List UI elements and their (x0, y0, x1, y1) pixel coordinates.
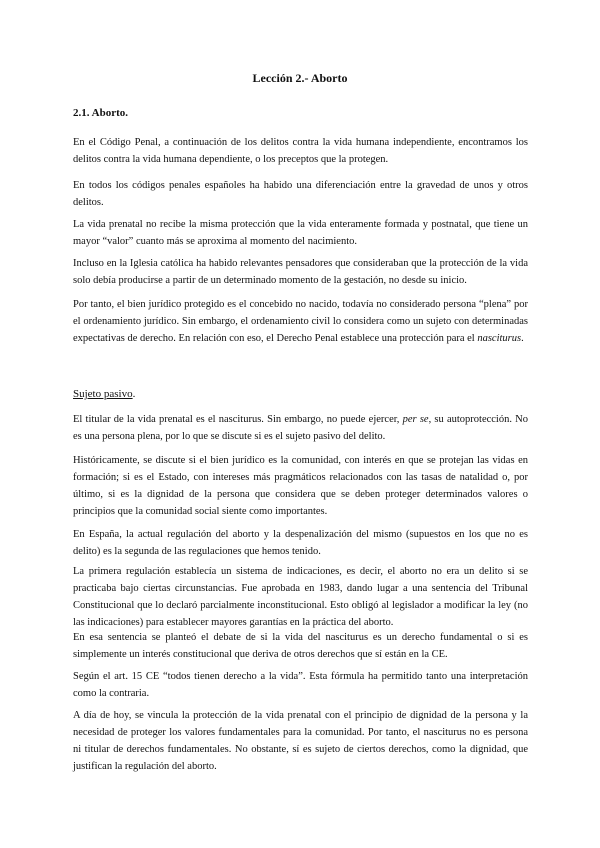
subheading-punct: . (132, 388, 136, 400)
subheading-sujeto-pasivo (73, 387, 135, 401)
paragraph-bien-juridico (73, 296, 528, 347)
paragraph-titular-text: El titular de la vida prenatal es el nasciturus. Sin embargo, no puede ejercer, (73, 414, 403, 425)
paragraph-intro-2: En todos los códigos penales españoles ha habido una diferenciación entre la gravedad de unos y otros delitos. (73, 180, 528, 208)
paragraph-sentencia: En esa sentencia se planteó el debate de si la vida del nasciturus es un derecho fundamental o si es simplemente un interés constitucional que deriva de otros derechos que sí están en la CE. (73, 632, 528, 660)
paragraph-bien-juridico-end: . (521, 333, 524, 344)
nasciturus-italic: nasciturus (477, 333, 522, 344)
paragraph-historicamente: Históricamente, se discute si el bien jurídico es la comunidad, con interés en que se protejan las vidas en formación; si es el Estado, con intereses más pragmáticos relacionados con las tasas de natalidad o, por último, si es la dignidad de la persona que considera que se deben proteger determinados valores o principios que la comunidad social siente como importantes. (73, 455, 528, 517)
paragraph-bien-juridico-text: Por tanto, el bien jurídico protegido es el concebido no nacido, todavía no considerado persona “plena” por el ordenamiento jurídico. Sin embargo, el ordenamiento civil lo considera como un sujeto con determinadas expectativas de derecho. En relación con eso, el Derecho Penal establece una protección para el (73, 299, 528, 344)
paragraph-titular-end: , su autoprotección. No es una persona plena, por lo que se discute si es el sujeto pasivo del delito. (73, 414, 529, 442)
per-se-italic: per se (402, 414, 429, 425)
section-heading: 2.1. Aborto. (73, 107, 128, 119)
page-title: Lección 2.- Aborto (252, 71, 348, 85)
paragraph-primera-regulacion: La primera regulación establecía un sistema de indicaciones, es decir, el aborto no era un delito si se practicaba bajo ciertas circunstancias. Fue aprobada en 1983, dando lugar a una sentencia del Tribunal Constitucional que lo declaró parcialmente inconstitucional. Esto obligó al legislador a modificar la ley (no las indicaciones) para establecer mayores garantías en la práctica del aborto. (73, 566, 528, 628)
paragraph-art-15: Según el art. 15 CE “todos tienen derecho a la vida”. Esta fórmula ha permitido tanto una interpretación como la contraria. (73, 671, 528, 699)
paragraph-intro-4: Incluso en la Iglesia católica ha habido relevantes pensadores que consideraban que la protección de la vida solo debía producirse a partir de un determinado momento de la gestación, no desde su inicio. (73, 258, 528, 286)
paragraph-dia-de-hoy: A día de hoy, se vincula la protección de la vida prenatal con el principio de dignidad de la persona y la necesidad de proteger los valores fundamentales para la comunidad. Por tanto, el nasciturus no es persona ni titular de derechos fundamentales. No obstante, sí es sujeto de ciertos derechos, como la dignidad, que justifican la regulación del aborto. (73, 710, 528, 772)
paragraph-intro-1: En el Código Penal, a continuación de los delitos contra la vida humana independiente, encontramos los delitos contra la vida humana dependiente, o los preceptos que la protegen. (73, 137, 528, 165)
paragraph-intro-3: La vida prenatal no recibe la misma protección que la vida enteramente formada y postnatal, que tiene un mayor “valor” cuanto más se aproxima al momento del nacimiento. (73, 219, 528, 247)
paragraph-titular (73, 411, 528, 445)
paragraph-espana: En España, la actual regulación del aborto y la despenalización del mismo (supuestos en los que no es delito) es la segunda de las regulaciones que hemos tenido. (73, 529, 528, 557)
subheading-label: Sujeto pasivo (73, 388, 133, 400)
